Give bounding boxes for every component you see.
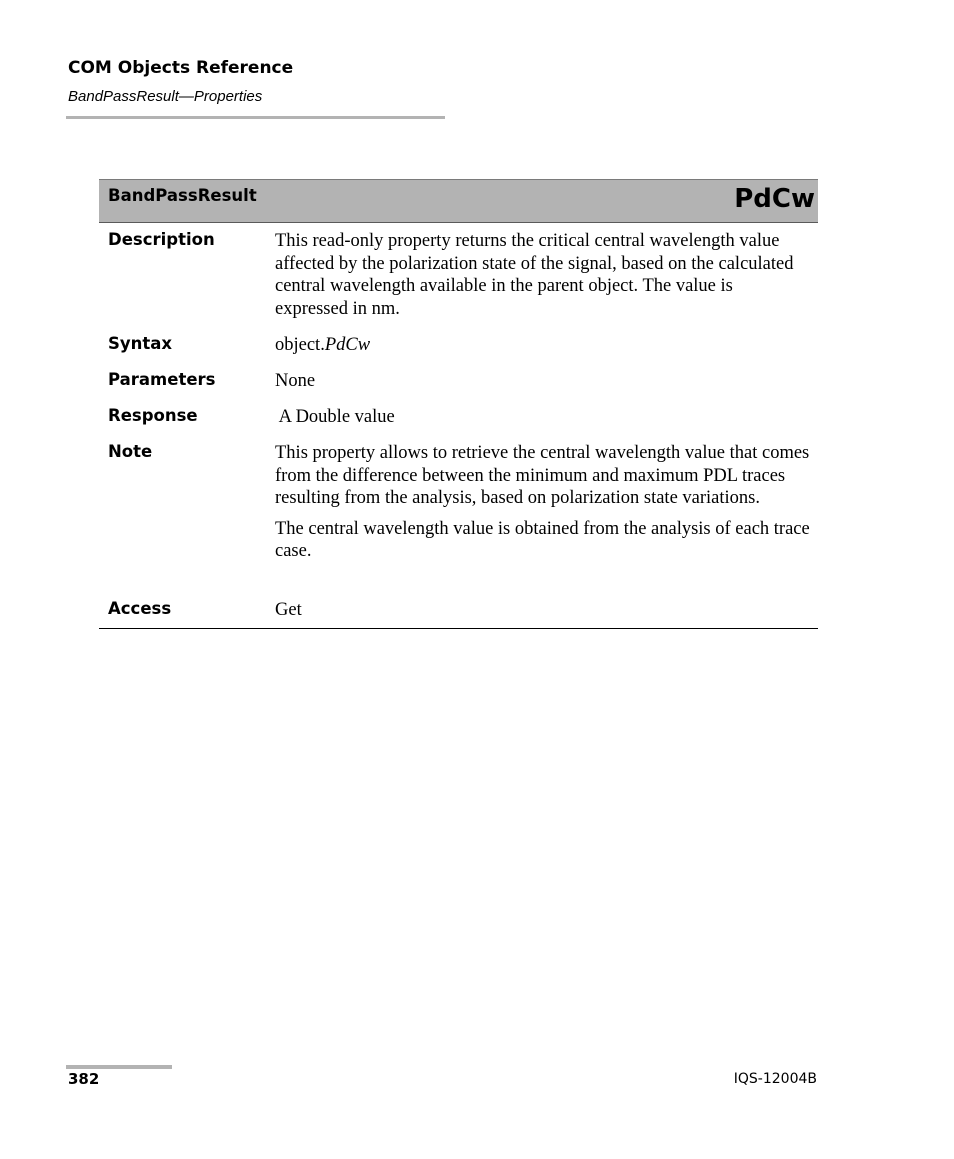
description-label: Description — [108, 230, 215, 249]
note-label: Note — [108, 442, 153, 461]
syntax-label: Syntax — [108, 334, 173, 353]
description-text: This read-only property returns the critical central wavelength value affected by the polarization state of the signal, based on the calculated central wavelength available in the parent object. The value is expressed in nm. — [275, 231, 794, 319]
note-text — [275, 442, 810, 571]
access-label: Access — [108, 599, 172, 618]
parameters-value: None — [275, 371, 316, 391]
syntax-member: PdCw — [324, 335, 371, 355]
header-divider — [66, 116, 445, 119]
document-id: IQS-12004B — [733, 1071, 817, 1087]
section-title: COM Objects Reference — [68, 58, 294, 78]
response-label: Response — [108, 406, 198, 425]
section-subtitle: BandPassResult—Properties — [68, 88, 263, 105]
property-header-band — [99, 179, 818, 223]
access-value: Get — [275, 600, 302, 620]
note-paragraph: This property allows to retrieve the central wavelength value that comes from the difference between the minimum and maximum PDL traces resulting from the analysis, based on polarization state variations. — [275, 443, 810, 509]
syntax-prefix: object. — [275, 335, 325, 355]
note-paragraph: The central wavelength value is obtained from the analysis of each trace case. — [275, 518, 810, 562]
footer-divider — [66, 1065, 172, 1069]
property-name: PdCw — [734, 184, 815, 214]
syntax-value — [275, 334, 810, 357]
table-bottom-rule — [99, 628, 818, 629]
parameters-label: Parameters — [108, 370, 216, 389]
class-name: BandPassResult — [108, 186, 257, 205]
page-number: 382 — [68, 1070, 100, 1088]
response-value: A Double value — [275, 407, 395, 427]
